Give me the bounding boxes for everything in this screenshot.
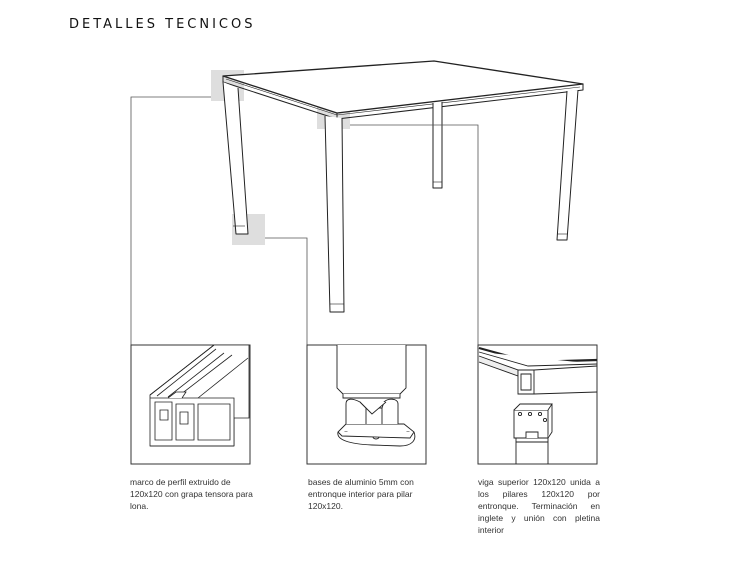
detail-aluminium-base (307, 345, 426, 464)
caption-frame-profile: marco de perfil extruido de 120x120 con grapa tensora para lona. (130, 477, 253, 511)
detail-beam-joint (478, 345, 597, 464)
caption-aluminium-base: bases de aluminio 5mm con entronque interior para pilar 120x120. (308, 477, 414, 511)
pergola-structure (223, 61, 583, 312)
detail-frame-profile (131, 345, 250, 464)
leader-lines (131, 97, 478, 345)
caption-beam-joint: viga superior 120x120 unida a los pilares 120x120 por entronque. Terminación en inglete y unión con pletina interior (478, 477, 600, 535)
page-title: DETALLES TECNICOS (69, 17, 256, 32)
